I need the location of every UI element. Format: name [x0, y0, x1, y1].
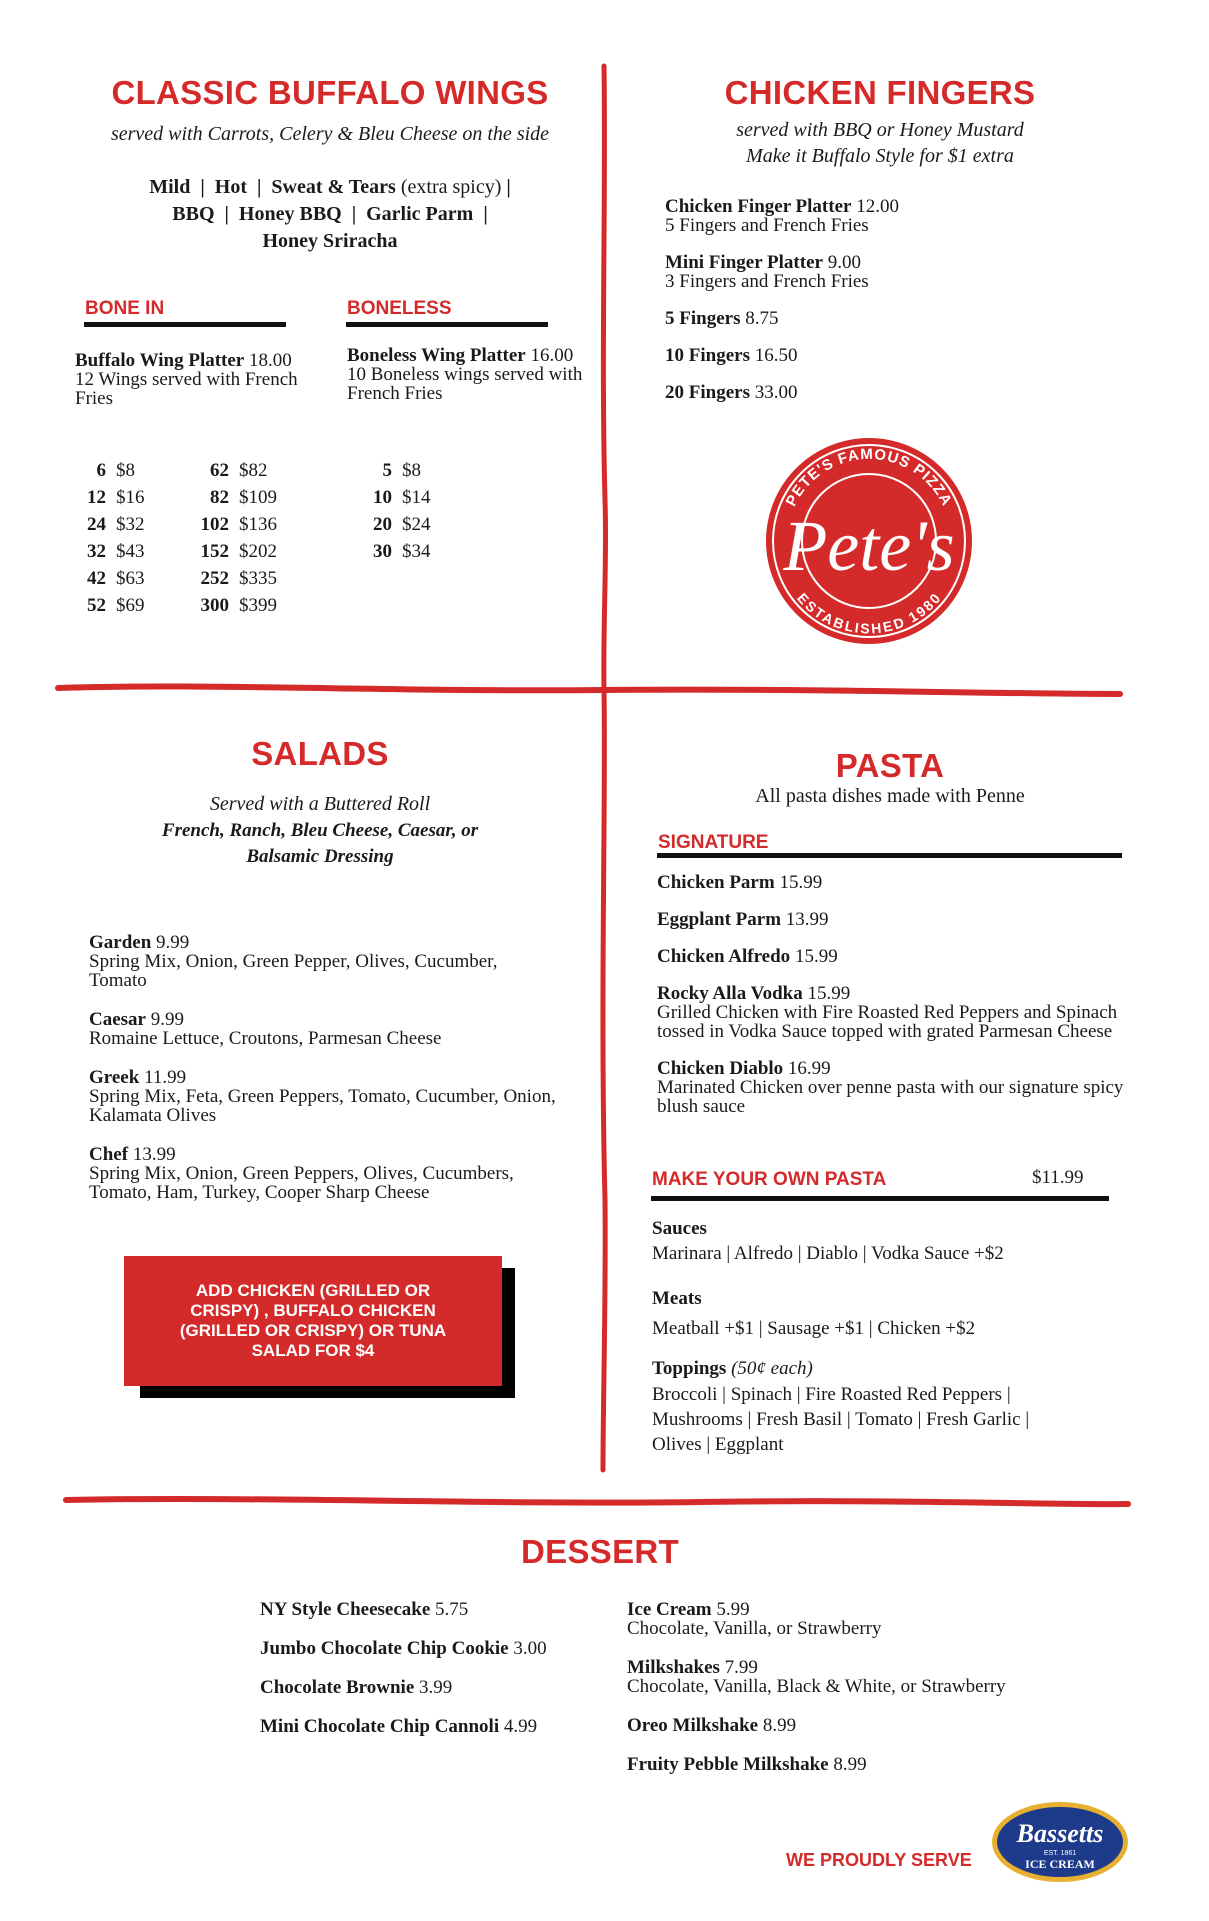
wing-count: 12: [87, 486, 106, 508]
extra-spicy-note: (extra spicy): [400, 176, 502, 198]
item-price: 9.99: [150, 1009, 184, 1030]
item-name: Rocky Alla Vodka: [657, 983, 803, 1004]
wing-price: $82: [239, 459, 268, 481]
sauces-list: Marinara | Alfredo | Diablo | Vodka Sauce +$2: [652, 1243, 1004, 1264]
item-price: 13.99: [785, 909, 829, 930]
wing-price: $63: [116, 567, 145, 589]
item-name: Chocolate Brownie: [260, 1677, 415, 1698]
item-price: 9.00: [827, 252, 861, 273]
promo-text: ADD CHICKEN (GRILLED OR CRISPY) , BUFFALO CHICKEN (GRILLED OR CRISPY) OR TUNA SALAD FOR $4: [179, 1281, 447, 1360]
wing-price: $335: [239, 567, 277, 589]
item-name: Mini Chocolate Chip Cannoli: [260, 1716, 500, 1737]
pasta-title: PASTA: [835, 747, 945, 784]
sauces-label: Sauces: [652, 1218, 707, 1239]
wing-count: 152: [200, 540, 229, 562]
item-price: 3.00: [513, 1638, 547, 1659]
sep: |: [351, 203, 357, 225]
item-price: 5.75: [435, 1599, 469, 1620]
item-price: 12.00: [856, 196, 899, 217]
logo-top-text: PETE'S FAMOUS PIZZA: [782, 445, 956, 510]
item-price: 16.00: [530, 345, 574, 366]
wing-price: $69: [116, 594, 145, 616]
fingers-served-line-2: Make it Buffalo Style for $1 extra: [746, 145, 1014, 167]
item-price: 15.99: [779, 872, 823, 893]
item-name: 10 Fingers: [665, 345, 750, 366]
wing-count: 252: [200, 567, 229, 589]
item-price: 4.99: [503, 1716, 538, 1737]
item-desc: 5 Fingers and French Fries: [665, 215, 869, 236]
item-desc: Chocolate, Vanilla, or Strawberry: [627, 1618, 882, 1639]
item-price: 8.99: [833, 1754, 867, 1775]
salads-title: SALADS: [251, 735, 389, 772]
item-name: 5 Fingers: [665, 308, 741, 329]
wings-served: served with Carrots, Celery & Bleu Cheese on the side: [110, 123, 550, 145]
pasta-subtitle: All pasta dishes made with Penne: [755, 785, 1025, 807]
flavor-honey-bbq: Honey BBQ: [238, 203, 342, 225]
sep: |: [506, 176, 511, 198]
item-price: 8.99: [762, 1715, 797, 1736]
wing-count: 5: [382, 459, 392, 481]
wing-count: 6: [96, 459, 106, 481]
flavor-mild: Mild: [149, 176, 191, 198]
item-price: 13.99: [132, 1144, 176, 1165]
toppings-note: (50¢ each): [731, 1358, 813, 1379]
wing-price: $399: [239, 594, 277, 616]
item-desc: 10 Boneless wings served with French Fries: [347, 364, 583, 404]
item-name: Oreo Milkshake: [627, 1715, 759, 1736]
bone-in-label: BONE IN: [85, 298, 165, 319]
wing-count: 42: [87, 567, 106, 589]
flavor-garlic-parm: Garlic Parm: [366, 203, 474, 225]
bassetts-ice-cream: ICE CREAM: [1025, 1857, 1095, 1871]
item-name: Eggplant Parm: [657, 909, 782, 930]
item-desc: Spring Mix, Onion, Green Pepper, Olives, Cucumber, Tomato: [89, 951, 498, 991]
item-name: Chicken Finger Platter: [665, 196, 852, 217]
bassetts-est: EST. 1861: [1043, 1850, 1077, 1857]
dessert-title: DESSERT: [521, 1533, 679, 1570]
wing-price: $43: [116, 540, 145, 562]
item-desc: Grilled Chicken with Fire Roasted Red Peppers and Spinach tossed in Vodka Sauce topped with grated Parmesan Cheese: [657, 1002, 1118, 1042]
wing-price: $202: [239, 540, 277, 562]
wing-price: $136: [239, 513, 277, 535]
item-desc: Romaine Lettuce, Croutons, Parmesan Cheese: [89, 1028, 442, 1049]
item-price: 16.99: [787, 1058, 831, 1079]
item-name: Chicken Alfredo: [657, 946, 791, 967]
item-price: 9.99: [156, 932, 190, 953]
sep: |: [224, 203, 229, 225]
item-price: 5.99: [716, 1599, 750, 1620]
sep: |: [256, 176, 262, 198]
item-price: 16.50: [754, 345, 798, 366]
boneless-label: BONELESS: [347, 298, 452, 319]
item-desc: Spring Mix, Feta, Green Peppers, Tomato, Cucumber, Onion, Kalamata Olives: [89, 1086, 556, 1126]
toppings-line-2: Mushrooms | Fresh Basil | Tomato | Fresh Garlic |: [652, 1409, 1030, 1430]
wing-count: 20: [373, 513, 392, 535]
sep: |: [200, 176, 205, 198]
fingers-served-line-1: served with BBQ or Honey Mustard: [736, 119, 1024, 141]
myo-label: MAKE YOUR OWN PASTA: [652, 1169, 887, 1190]
wing-price: $8: [116, 459, 135, 481]
item-name: Mini Finger Platter: [665, 252, 823, 273]
myo-price: $11.99: [1032, 1167, 1084, 1188]
item-name: Caesar: [89, 1009, 146, 1030]
item-price: 33.00: [754, 382, 798, 403]
item-desc: Spring Mix, Onion, Green Peppers, Olives, Cucumbers, Tomato, Ham, Turkey, Cooper Sharp Cheese: [89, 1163, 514, 1203]
wing-price: $32: [116, 513, 145, 535]
dressings-line-2: Balsamic Dressing: [246, 846, 394, 867]
wing-count: 30: [373, 540, 392, 562]
item-price: 18.00: [249, 350, 292, 371]
flavor-honey-sriracha: Honey Sriracha: [262, 230, 398, 252]
item-price: 3.99: [419, 1677, 453, 1698]
wing-count: 300: [200, 594, 229, 616]
logo-bottom-text: ESTABLISHED 1980: [794, 589, 944, 637]
item-desc: 12 Wings served with French Fries: [75, 369, 298, 409]
item-price: 15.99: [807, 983, 851, 1004]
item-name: Ice Cream: [627, 1599, 712, 1620]
item-name: Boneless Wing Platter: [347, 345, 526, 366]
wing-count: 82: [210, 486, 229, 508]
wing-count: 52: [87, 594, 106, 616]
item-name: Jumbo Chocolate Chip Cookie: [260, 1638, 509, 1659]
wing-price: $14: [402, 486, 431, 508]
proudly-serve: WE PROUDLY SERVE: [786, 1850, 972, 1870]
salads-served: Served with a Buttered Roll: [209, 793, 431, 815]
item-name: Greek: [89, 1067, 140, 1088]
item-price: 7.99: [724, 1657, 758, 1678]
flavor-sweat-tears: Sweat & Tears: [271, 176, 396, 198]
item-price: 15.99: [794, 946, 838, 967]
item-desc: Chocolate, Vanilla, Black & White, or Strawberry: [627, 1676, 1006, 1697]
item-desc: Marinated Chicken over penne pasta with our signature spicy blush sauce: [657, 1077, 1124, 1117]
item-name: Buffalo Wing Platter: [75, 350, 245, 371]
fingers-title: CHICKEN FINGERS: [724, 74, 1036, 111]
item-name: Milkshakes: [627, 1657, 720, 1678]
meats-list: Meatball +$1 | Sausage +$1 | Chicken +$2: [652, 1318, 976, 1339]
item-name: Chicken Parm: [657, 872, 775, 893]
wing-price: $24: [402, 513, 431, 535]
item-desc: 3 Fingers and French Fries: [665, 271, 869, 292]
item-name: Fruity Pebble Milkshake: [627, 1754, 829, 1775]
meats-label: Meats: [652, 1288, 702, 1309]
wing-price: $34: [402, 540, 431, 562]
bassetts-name: Bassetts: [1016, 1819, 1104, 1848]
item-price: 8.75: [745, 308, 779, 329]
item-price: 11.99: [144, 1067, 187, 1088]
wing-count: 24: [87, 513, 106, 535]
toppings-line-1: Broccoli | Spinach | Fire Roasted Red Peppers |: [652, 1384, 1011, 1405]
wing-price: $8: [402, 459, 421, 481]
item-name: Chef: [89, 1144, 129, 1165]
wing-price: $109: [239, 486, 277, 508]
dressings-line-1: French, Ranch, Bleu Cheese, Caesar, or: [161, 820, 479, 841]
item-name: 20 Fingers: [665, 382, 750, 403]
signature-label: SIGNATURE: [658, 832, 769, 853]
wing-price: $16: [116, 486, 145, 508]
wing-count: 10: [373, 486, 392, 508]
sep: |: [483, 203, 488, 225]
flavor-hot: Hot: [214, 176, 247, 198]
toppings-label: Toppings: [652, 1358, 727, 1379]
wing-count: 62: [210, 459, 229, 481]
item-name: Chicken Diablo: [657, 1058, 784, 1079]
flavor-bbq: BBQ: [172, 203, 215, 225]
logo-script: Pete's: [783, 506, 955, 586]
item-name: Garden: [89, 932, 152, 953]
toppings-line-3: Olives | Eggplant: [652, 1434, 784, 1455]
wing-count: 32: [87, 540, 106, 562]
wing-count: 102: [200, 513, 229, 535]
wings-title: CLASSIC BUFFALO WINGS: [111, 74, 549, 111]
item-name: NY Style Cheesecake: [260, 1599, 431, 1620]
